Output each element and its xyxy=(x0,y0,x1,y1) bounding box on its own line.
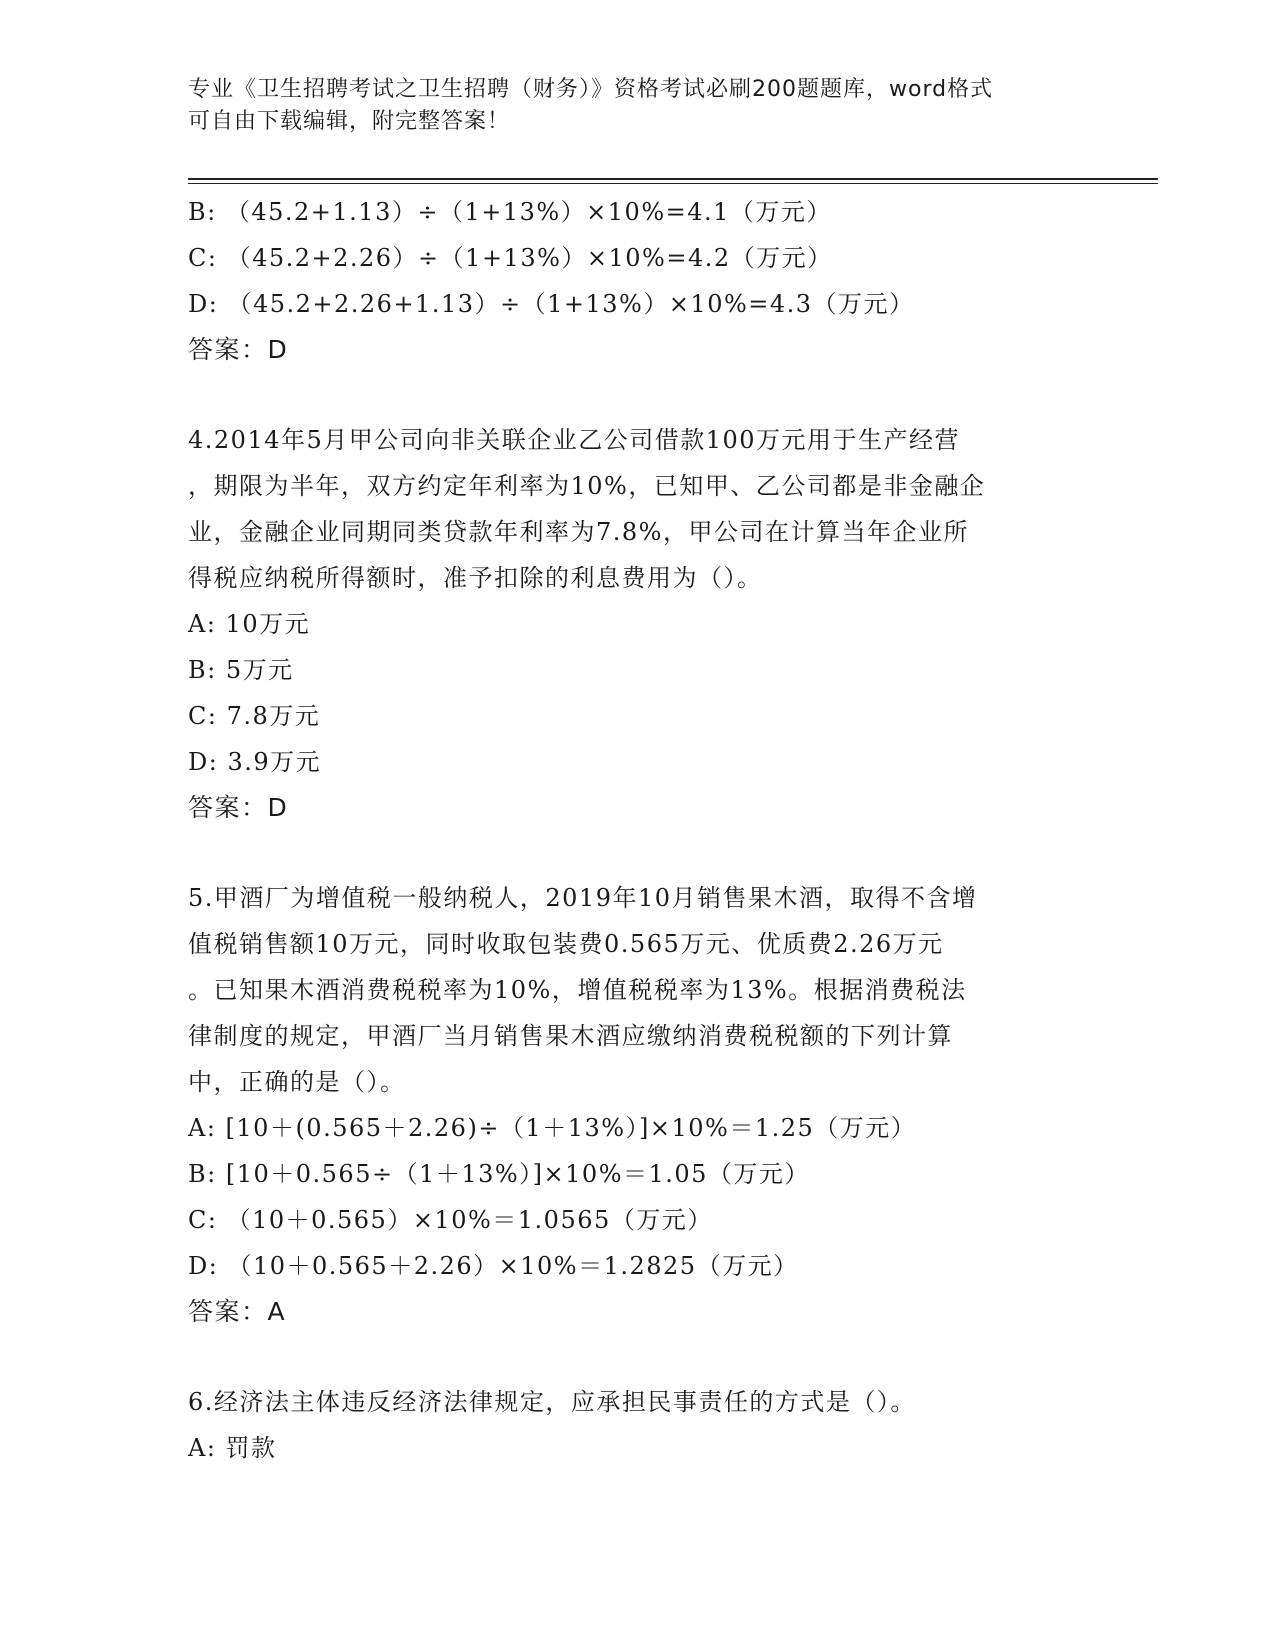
header-rule-thin xyxy=(188,183,1158,184)
q5-option-a: A: [10＋(0.565＋2.26)÷（1＋13%）]×10%＝1.25（万元） xyxy=(188,1114,917,1142)
q5-stem-line: 5.甲酒厂为增值税一般纳税人，2019年10月销售果木酒，取得不含增 xyxy=(188,884,978,912)
q5-answer: 答案：A xyxy=(188,1297,287,1326)
spacer xyxy=(188,831,1088,875)
question-4 xyxy=(188,417,1088,831)
q4-stem-line: ，期限为半年，双方约定年利率为10%，已知甲、乙公司都是非金融企 xyxy=(188,472,986,500)
q3-option-d: D: （45.2+2.26+1.13）÷（1+13%）×10%=4.3（万元） xyxy=(188,290,915,318)
q4-option-d: D: 3.9万元 xyxy=(188,748,322,776)
question-5 xyxy=(188,875,1088,1335)
q4-option-c: C: 7.8万元 xyxy=(188,702,321,730)
q6-option-a: A: 罚款 xyxy=(188,1434,277,1462)
question-content xyxy=(188,189,1088,1471)
spacer xyxy=(188,1335,1088,1379)
spacer xyxy=(188,373,1088,417)
q3-option-b: B: （45.2+1.13）÷（1+13%）×10%=4.1（万元） xyxy=(188,198,832,226)
q6-stem: 6.经济法主体违反经济法律规定，应承担民事责任的方式是（）。 xyxy=(188,1388,916,1416)
q3-answer: 答案：D xyxy=(188,335,289,364)
q5-stem-line: 。已知果木酒消费税税率为10%，增值税税率为13%。根据消费税法 xyxy=(188,976,967,1004)
q3-option-c: C: （45.2+2.26）÷（1+13%）×10%=4.2（万元） xyxy=(188,244,833,272)
q5-option-d: D: （10＋0.565＋2.26）×10%＝1.2825（万元） xyxy=(188,1252,799,1280)
q5-option-c: C: （10＋0.565）×10%＝1.0565（万元） xyxy=(188,1206,713,1234)
q4-option-b: B: 5万元 xyxy=(188,656,294,684)
q4-stem-line: 得税应纳税所得额时，准予扣除的利息费用为（）。 xyxy=(188,564,763,592)
q5-option-b: B: [10＋0.565÷（1＋13%）]×10%＝1.05（万元） xyxy=(188,1160,810,1188)
q5-stem-line: 中，正确的是（）。 xyxy=(188,1068,406,1096)
q4-stem-line: 业，金融企业同期同类贷款年利率为7.8%，甲公司在计算当年企业所 xyxy=(188,518,969,546)
q4-stem-line: 4.2014年5月甲公司向非关联企业乙公司借款100万元用于生产经营 xyxy=(188,426,961,454)
header-title-line-1: 专业《卫生招聘考试之卫生招聘（财务）》资格考试必刷200题题库，word格式 xyxy=(188,77,994,102)
header-rule-thick xyxy=(188,178,1158,180)
q4-answer: 答案：D xyxy=(188,793,289,822)
header-title-line-2: 可自由下载编辑，附完整答案！ xyxy=(188,109,511,134)
q4-option-a: A: 10万元 xyxy=(188,610,311,638)
question-6 xyxy=(188,1379,1088,1471)
q5-stem-line: 律制度的规定，甲酒厂当月销售果木酒应缴纳消费税税额的下列计算 xyxy=(188,1022,953,1050)
question-3 xyxy=(188,189,1088,373)
document-header xyxy=(188,74,1088,138)
q5-stem-line: 值税销售额10万元，同时收取包装费0.565万元、优质费2.26万元 xyxy=(188,930,944,958)
